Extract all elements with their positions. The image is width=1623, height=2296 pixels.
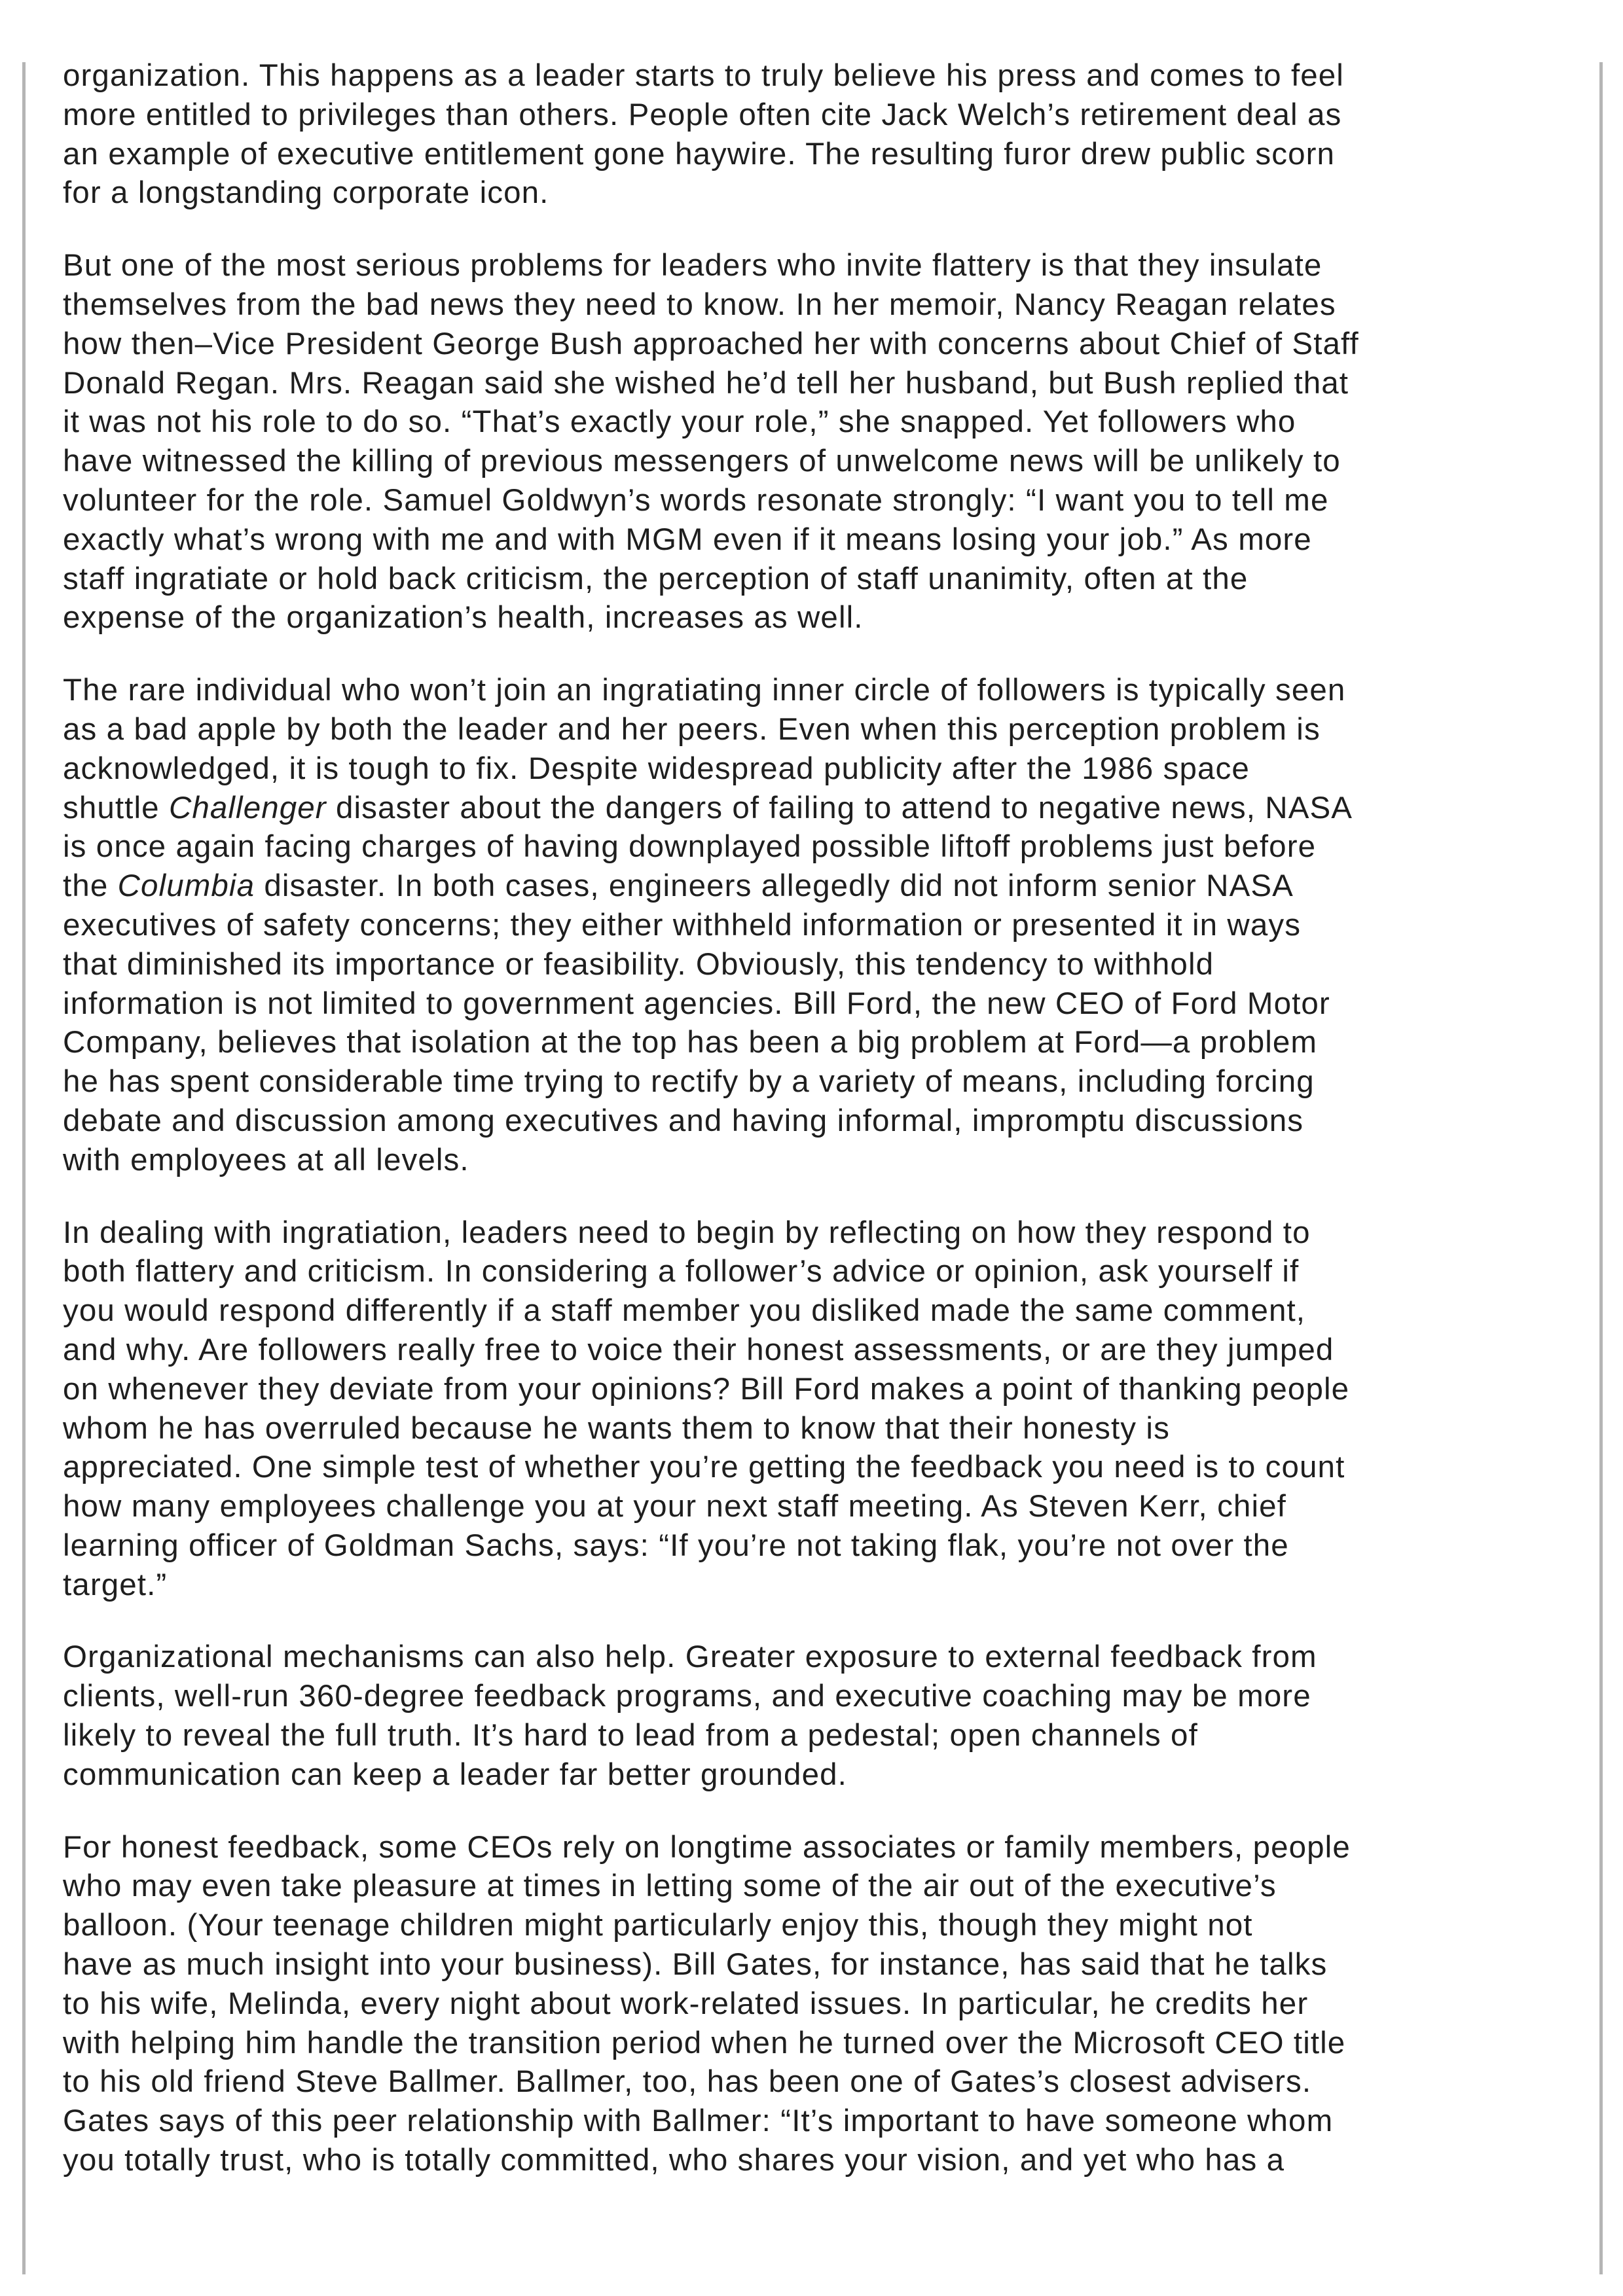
text-line [63,1755,1562,1795]
paragraph [63,1638,1562,1794]
text-line [63,827,1562,867]
text-line [63,749,1562,789]
text-line [63,789,1562,828]
text-segment: have as much insight into your business). Bill Gates, for instance, has said that he talks [63,1947,1328,1982]
paragraph [63,1213,1562,1605]
text-segment: balloon. (Your teenage children might particularly enjoy this, though they might not [63,1908,1253,1943]
paragraph [63,1828,1562,2180]
text-segment: you totally trust, who is totally committed, who shares your vision, and yet who has a [63,2143,1285,2178]
text-line [63,1331,1562,1370]
text-segment: as a bad apple by both the leader and her peers. Even when this perception problem is [63,711,1321,747]
text-segment: more entitled to privileges than others. People often cite Jack Welch’s retirement deal as [63,97,1342,132]
text-line [63,1062,1562,1102]
text-line [63,2102,1562,2141]
text-segment: for a longstanding corporate icon. [63,175,549,211]
text-line [63,1566,1562,1605]
text-line [63,1906,1562,1945]
text-segment: to his wife, Melinda, every night about work-related issues. In particular, he credits her [63,1986,1309,2021]
text-segment: staff ingratiate or hold back criticism, the perception of staff unanimity, often at the [63,561,1249,596]
text-line [63,520,1562,560]
text-line [63,2024,1562,2063]
right-margin-rule [1599,62,1603,2274]
text-segment: he has spent considerable time trying to rectify by a variety of means, including forcing [63,1064,1315,1100]
text-line [63,1213,1562,1253]
text-line [63,1448,1562,1487]
text-segment: is once again facing charges of having downplayed possible liftoff problems just before [63,829,1317,865]
body-text [63,56,1562,2214]
text-segment: likely to reveal the full truth. It’s hard to lead from a pedestal; open channels of [63,1718,1198,1753]
text-segment: Donald Regan. Mrs. Reagan said she wished he’d tell her husband, but Bush replied that [63,365,1349,401]
text-line [63,96,1562,135]
italic-title: Challenger [168,790,327,825]
text-segment: For honest feedback, some CEOs rely on longtime associates or family members, people [63,1829,1351,1865]
text-segment: an example of executive entitlement gone haywire. The resulting furor drew public scorn [63,136,1336,171]
text-line [63,1716,1562,1755]
left-margin-rule [22,62,26,2274]
text-line [63,1141,1562,1180]
text-segment: with helping him handle the transition period when he turned over the Microsoft CEO title [63,2025,1346,2060]
text-segment: you would respond differently if a staff member you disliked made the same comment, [63,1293,1306,1329]
text-line [63,481,1562,520]
text-segment: have witnessed the killing of previous messengers of unwelcome news will be unlikely to [63,444,1341,479]
text-segment: themselves from the bad news they need to know. In her memoir, Nancy Reagan relates [63,287,1336,322]
text-line [63,403,1562,442]
text-segment: who may even take pleasure at times in letting some of the air out of the executive’s [63,1869,1277,1904]
text-segment: In dealing with ingratiation, leaders need to begin by reflecting on how they respond to [63,1215,1311,1250]
text-line [63,1867,1562,1906]
text-line [63,442,1562,481]
text-line [63,1023,1562,1062]
text-line [63,1291,1562,1331]
text-segment: communication can keep a leader far better grounded. [63,1757,847,1792]
text-line [63,945,1562,984]
text-segment: that diminished its importance or feasibility. Obviously, this tendency to withhold [63,946,1214,982]
text-line [63,710,1562,749]
text-line [63,1984,1562,2024]
text-line [63,325,1562,364]
text-line [63,2062,1562,2102]
text-segment: on whenever they deviate from your opinions? Bill Ford makes a point of thanking people [63,1371,1350,1407]
text-line [63,1638,1562,1677]
text-segment: whom he has overruled because he wants them to know that their honesty is [63,1410,1170,1446]
text-segment: target.” [63,1567,168,1602]
paragraph [63,671,1562,1179]
text-segment: both flattery and criticism. In considering a follower’s advice or opinion, ask yourself if [63,1254,1300,1289]
text-line [63,285,1562,325]
text-line [63,867,1562,906]
text-segment: to his old friend Steve Ballmer. Ballmer, too, has been one of Gates’s closest advisers. [63,2064,1312,2100]
italic-title: Columbia [117,869,255,904]
text-segment: clients, well-run 360-degree feedback programs, and executive coaching may be more [63,1679,1311,1714]
text-segment: and why. Are followers really free to voice their honest assessments, or are they jumped [63,1332,1334,1367]
text-segment: appreciated. One simple test of whether you’re getting the feedback you need is to count [63,1450,1345,1485]
text-segment: how then–Vice President George Bush approached her with concerns about Chief of Staff [63,326,1359,361]
text-segment: information is not limited to government agencies. Bill Ford, the new CEO of Ford Motor [63,986,1330,1021]
text-segment: learning officer of Goldman Sachs, says: “If you’re not taking flak, you’re not over the [63,1528,1289,1563]
text-line [63,56,1562,96]
text-segment: acknowledged, it is tough to fix. Despite widespread publicity after the 1986 space [63,751,1250,786]
text-segment: shuttle [63,790,169,825]
text-line [63,2141,1562,2180]
text-segment: Company, believes that isolation at the top has been a big problem at Ford—a problem [63,1025,1318,1060]
text-segment: how many employees challenge you at your next staff meeting. As Steven Kerr, chief [63,1489,1286,1524]
text-segment: executives of safety concerns; they either withheld information or presented it in ways [63,907,1302,942]
text-segment: expense of the organization’s health, increases as well. [63,600,864,636]
paragraph [63,56,1562,213]
text-line [63,984,1562,1024]
text-line [63,1677,1562,1716]
text-segment: exactly what’s wrong with me and with MGM even if it means losing your job.” As more [63,522,1312,557]
text-segment: But one of the most serious problems for leaders who invite flattery is that they insulate [63,248,1322,283]
text-line [63,246,1562,285]
text-segment: volunteer for the role. Samuel Goldwyn’s words resonate strongly: “I want you to tell me [63,482,1329,518]
text-segment: disaster about the dangers of failing to attend to negative news, NASA [326,790,1353,825]
text-line [63,1370,1562,1409]
text-line [63,598,1562,637]
text-line [63,173,1562,213]
text-segment: disaster. In both cases, engineers allegedly did not inform senior NASA [255,869,1294,904]
text-line [63,671,1562,710]
text-segment: organization. This happens as a leader starts to truly believe his press and comes to feel [63,58,1344,93]
paragraph [63,246,1562,637]
text-segment: Organizational mechanisms can also help. Greater exposure to external feedback from [63,1640,1317,1675]
text-line [63,1409,1562,1448]
text-line [63,560,1562,599]
text-segment: The rare individual who won’t join an ingratiating inner circle of followers is typically seen [63,673,1346,708]
text-segment: debate and discussion among executives and having informal, impromptu discussions [63,1103,1304,1138]
text-segment: the [63,869,118,904]
text-line [63,1945,1562,1984]
text-line [63,1487,1562,1526]
text-line [63,906,1562,945]
text-line [63,364,1562,403]
text-line [63,1526,1562,1566]
text-segment: it was not his role to do so. “That’s exactly your role,” she snapped. Yet followers who [63,404,1296,440]
text-segment: with employees at all levels. [63,1142,469,1177]
text-line [63,135,1562,174]
text-line [63,1102,1562,1141]
text-line [63,1828,1562,1867]
text-line [63,1252,1562,1291]
text-segment: Gates says of this peer relationship with Ballmer: “It’s important to have someone whom [63,2104,1334,2139]
